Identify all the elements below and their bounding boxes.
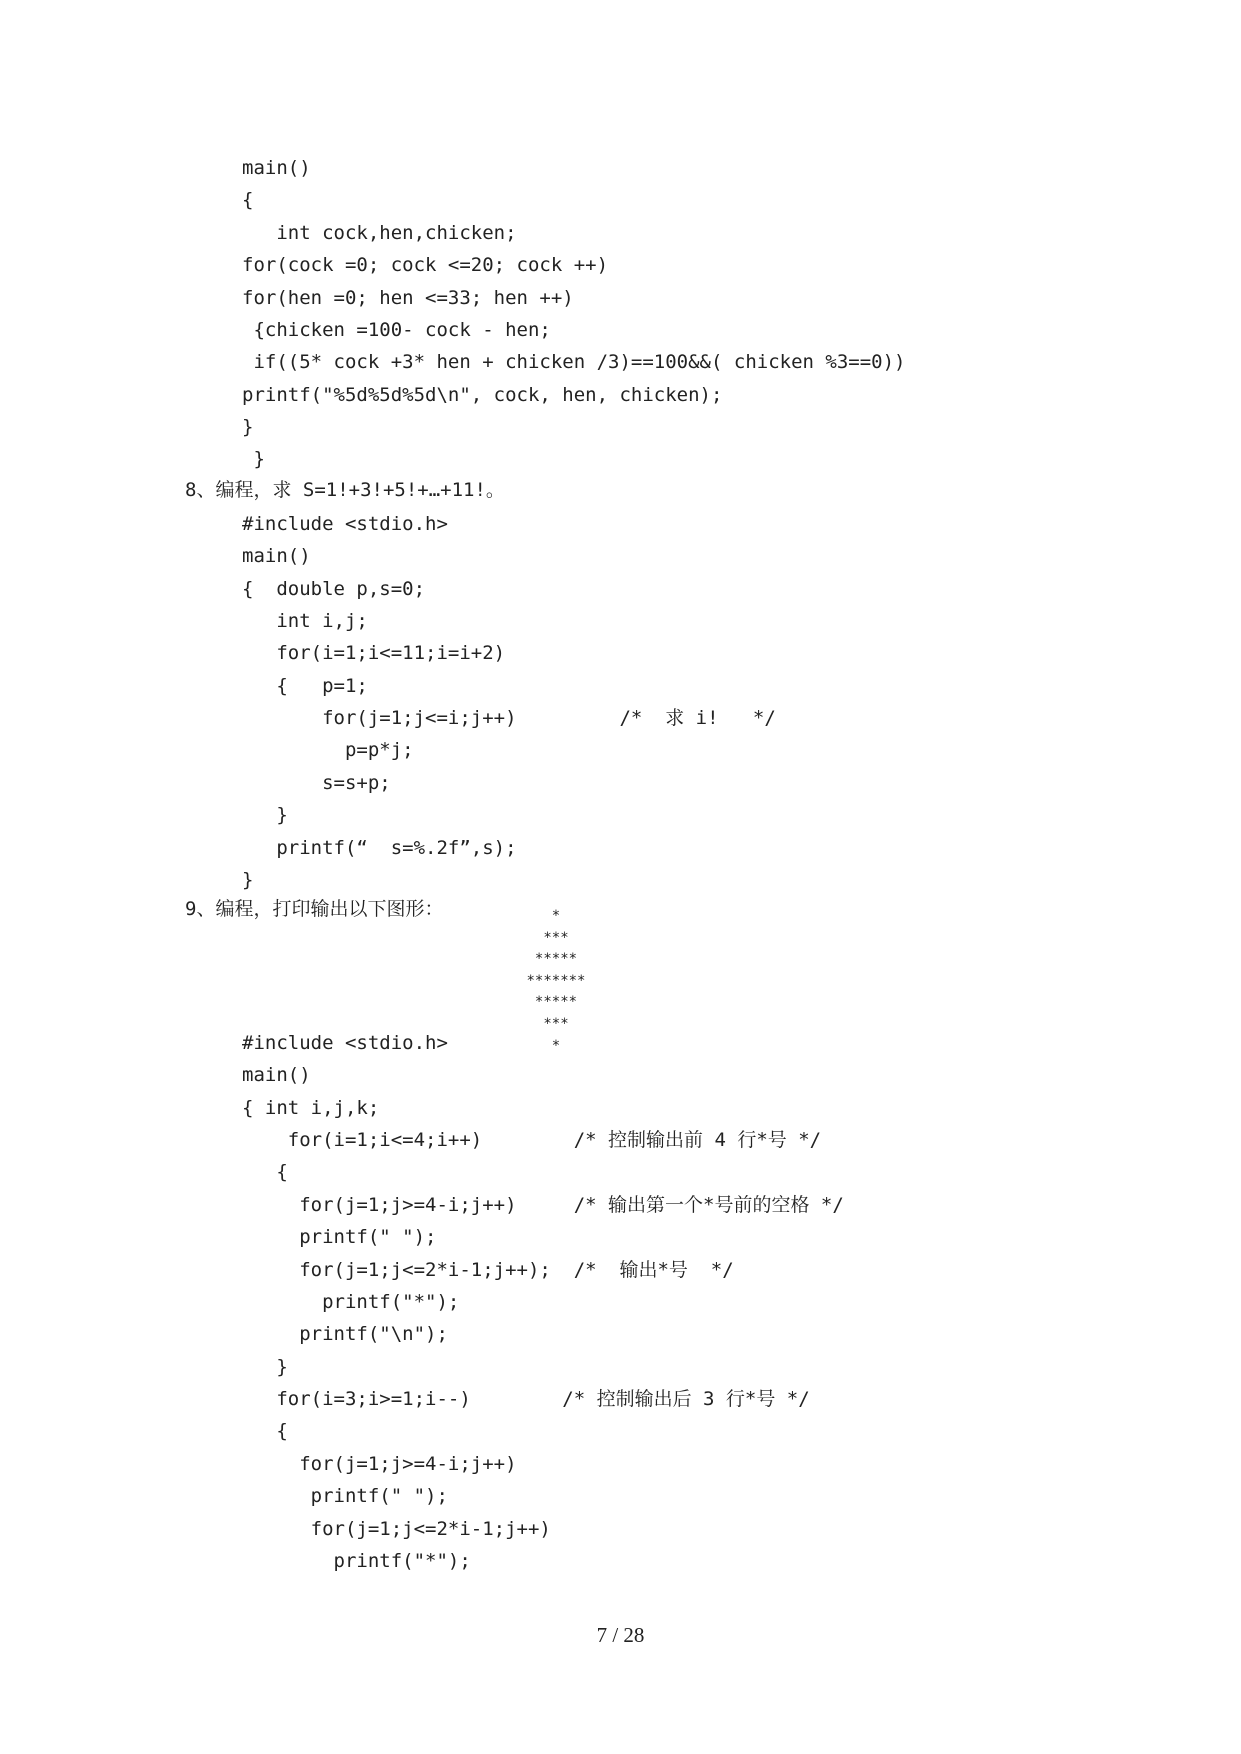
- code-line: p=p*j;: [242, 739, 414, 761]
- code-line: }: [242, 448, 265, 470]
- code-line: if((5* cock +3* hen + chicken /3)==100&&( chicken %3==0)): [242, 351, 906, 373]
- question-8-heading: 8、编程，求 S=1!+3!+5!+…+11!。: [185, 479, 505, 501]
- code-line: printf(“ s=%.2f”,s);: [242, 837, 517, 859]
- code-line: for(hen =0; hen <=33; hen ++): [242, 287, 574, 309]
- code-line: { p=1;: [242, 675, 368, 697]
- code-line: s=s+p;: [242, 772, 391, 794]
- code-line: for(j=1;j>=4-i;j++): [242, 1453, 517, 1475]
- diamond-row: *: [551, 1038, 561, 1054]
- code-line: printf("%5d%5d%5d\n", cock, hen, chicken);: [242, 384, 723, 406]
- diamond-row: *******: [526, 973, 586, 989]
- code-line: {chicken =100- cock - hen;: [242, 319, 551, 341]
- code-line: for(cock =0; cock <=20; cock ++): [242, 254, 609, 276]
- page-number: 7 / 28: [596, 1623, 645, 1647]
- diamond-row: *****: [534, 951, 578, 967]
- code-line: printf("*");: [242, 1550, 471, 1572]
- code-line: for(i=1;i<=11;i=i+2): [242, 642, 506, 664]
- code-line: }: [242, 869, 254, 891]
- code-line: { double p,s=0;: [242, 578, 426, 600]
- code-line: }: [242, 1356, 288, 1378]
- code-line: { int i,j,k;: [242, 1097, 380, 1119]
- code-line: int i,j;: [242, 610, 368, 632]
- code-line: printf("*");: [242, 1291, 460, 1313]
- code-line: main(): [242, 1064, 311, 1086]
- code-line: for(j=1;j>=4-i;j++) /* 输出第一个*号前的空格 */: [242, 1194, 844, 1216]
- code-line: {: [242, 1420, 288, 1442]
- code-line: {: [242, 189, 254, 211]
- code-line: {: [242, 1161, 288, 1183]
- diamond-row: ***: [543, 1016, 569, 1032]
- code-line: #include <stdio.h>: [242, 513, 448, 535]
- code-line: printf(" ");: [242, 1226, 437, 1248]
- code-line: for(j=1;j<=2*i-1;j++); /* 输出*号 */: [242, 1259, 734, 1281]
- diamond-row: ***: [543, 930, 569, 946]
- code-line: }: [242, 416, 254, 438]
- code-line: }: [242, 804, 288, 826]
- code-line: main(): [242, 545, 311, 567]
- code-line: printf(" ");: [242, 1485, 448, 1507]
- question-9-heading: 9、编程，打印输出以下图形：: [185, 898, 444, 920]
- code-line: #include <stdio.h>: [242, 1032, 448, 1054]
- code-line: printf("\n");: [242, 1323, 448, 1345]
- code-line: main(): [242, 157, 311, 179]
- diamond-row: *: [551, 908, 561, 924]
- code-line: for(j=1;j<=i;j++) /* 求 i! */: [242, 707, 776, 729]
- code-line: for(j=1;j<=2*i-1;j++): [242, 1518, 551, 1540]
- diamond-row: *****: [534, 994, 578, 1010]
- code-line: int cock,hen,chicken;: [242, 222, 517, 244]
- code-line: for(i=3;i>=1;i--) /* 控制输出后 3 行*号 */: [242, 1388, 810, 1410]
- code-line: for(i=1;i<=4;i++) /* 控制输出前 4 行*号 */: [242, 1129, 822, 1151]
